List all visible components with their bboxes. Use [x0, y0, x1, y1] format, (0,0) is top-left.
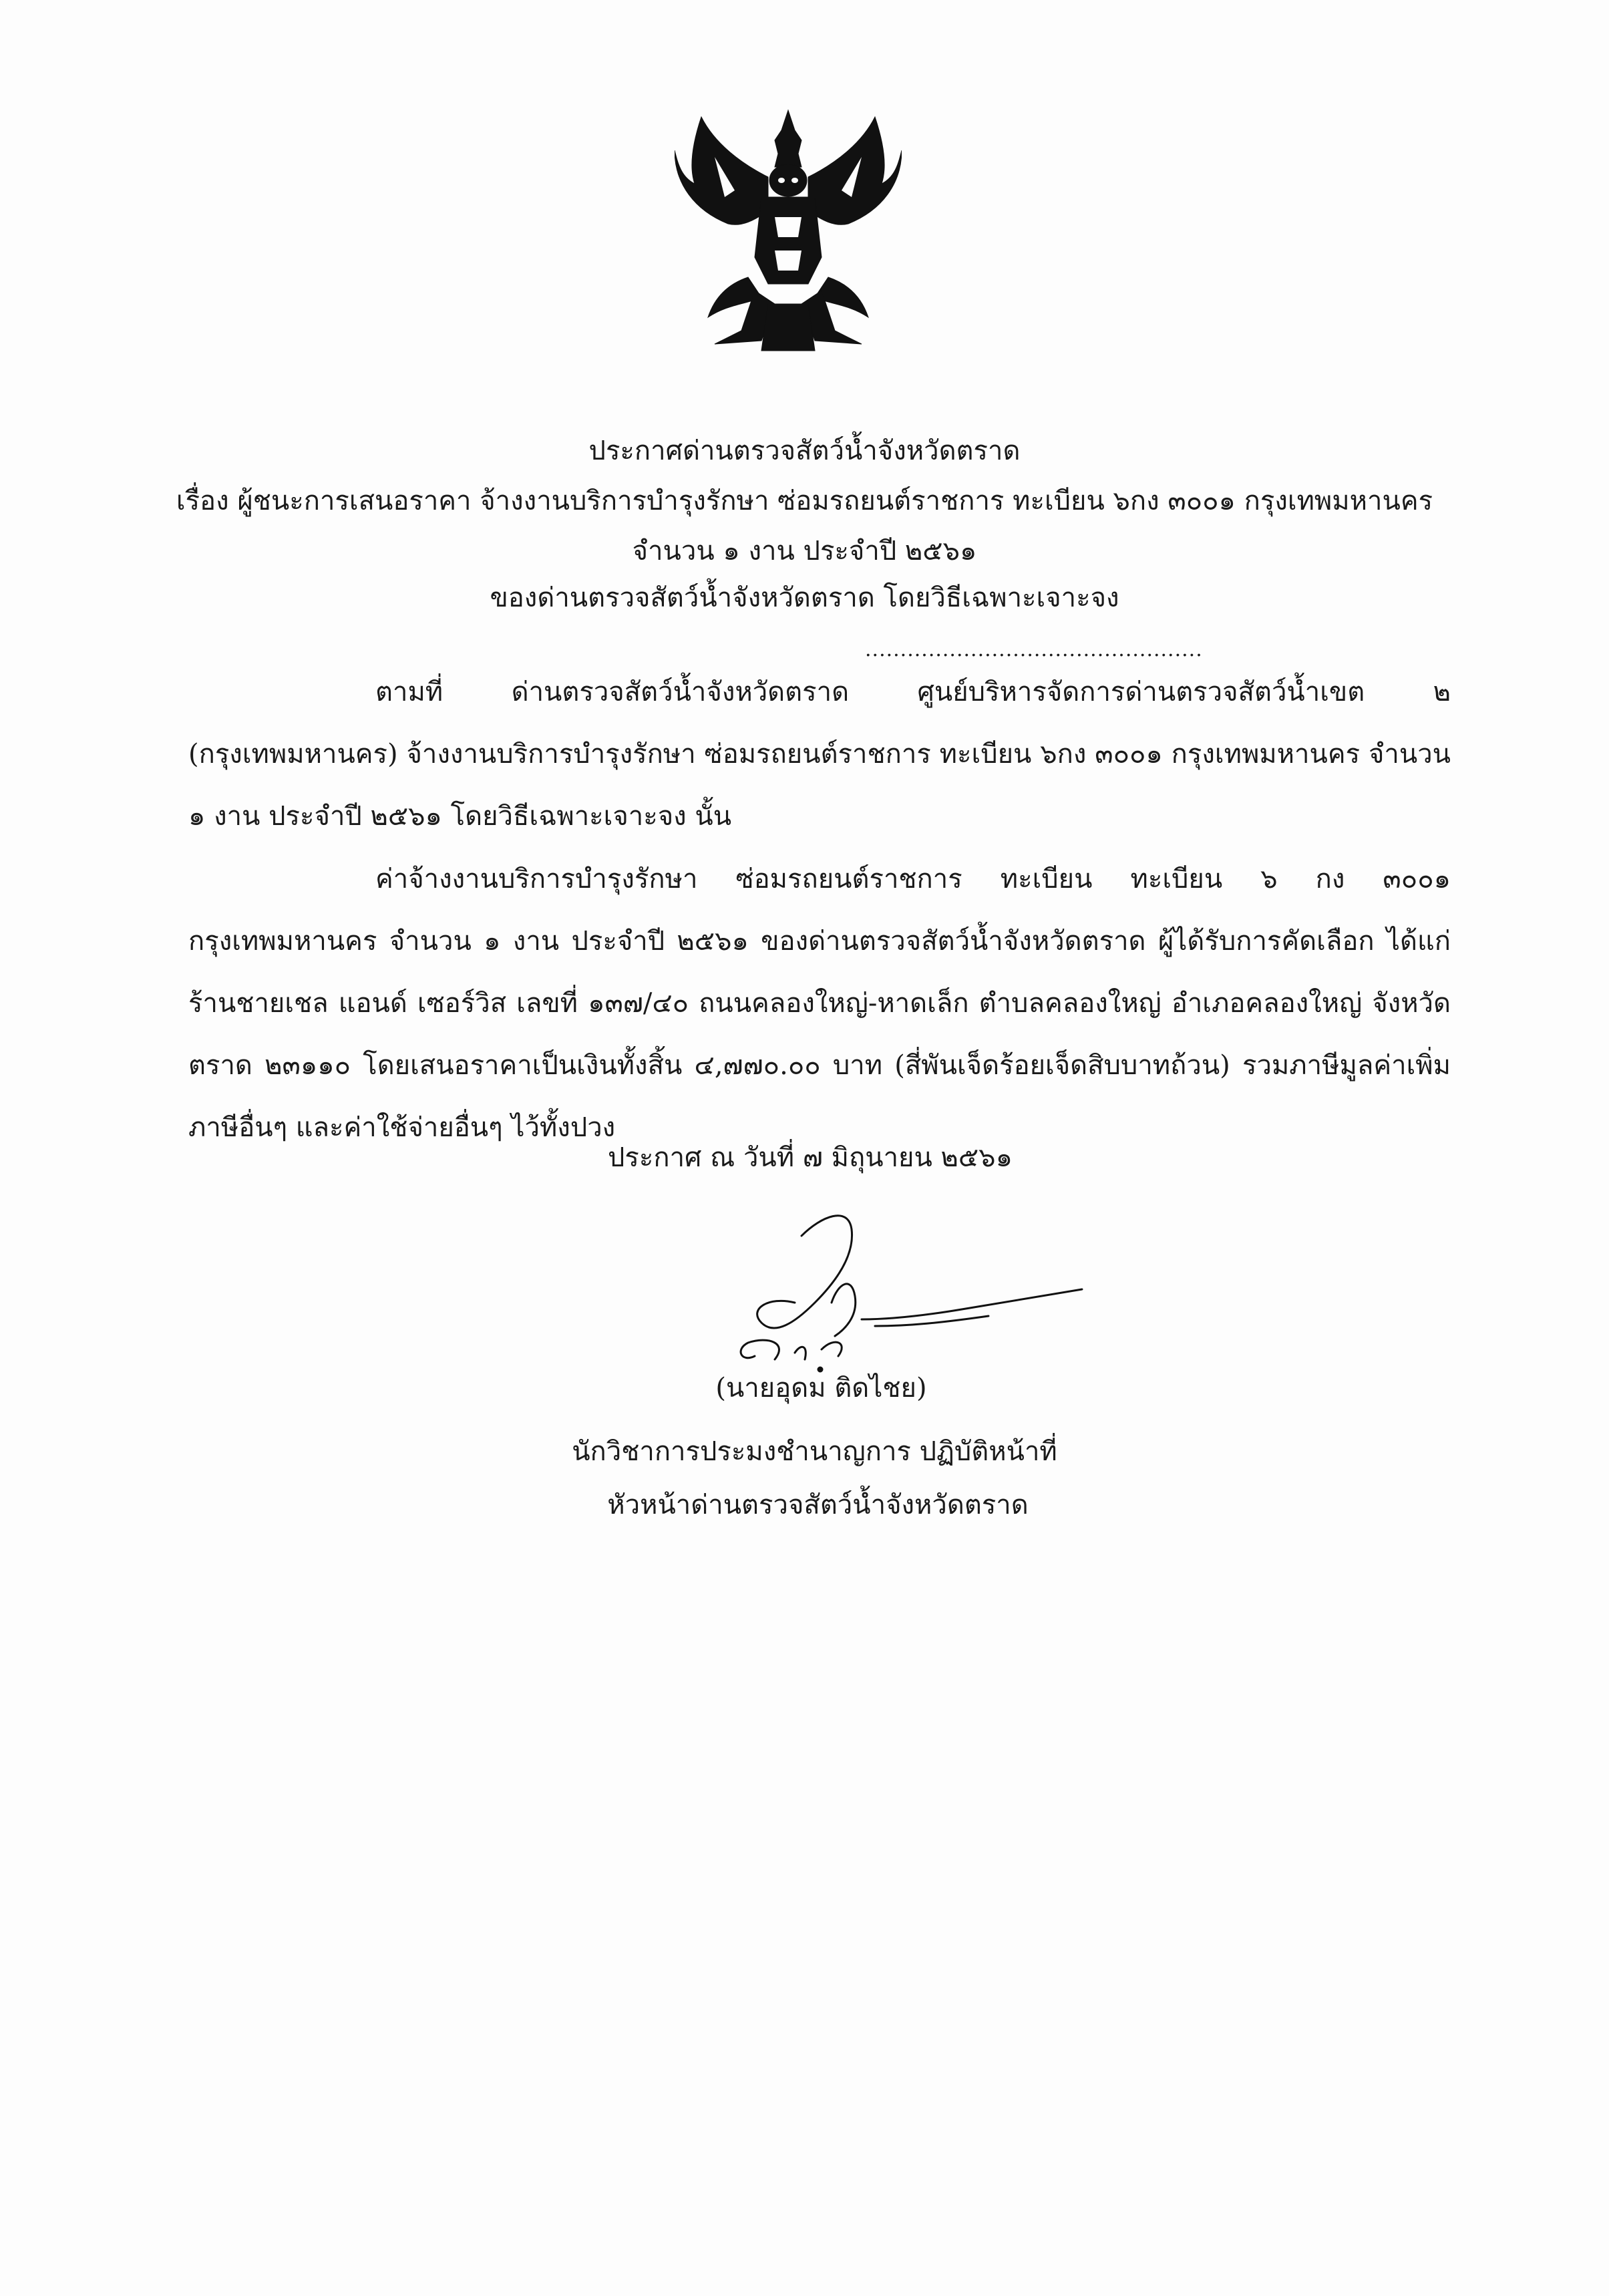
announcement-quantity: จำนวน ๑ งาน ประจำปี ๒๕๖๑	[632, 536, 977, 566]
signer-office: หัวหน้าด่านตรวจสัตว์น้ำจังหวัดตราด	[607, 1490, 1029, 1520]
announcement-method: ของด่านตรวจสัตว์น้ำจังหวัดตราด โดยวิธีเฉพาะเจาะจง	[490, 583, 1119, 613]
handwritten-signature	[721, 1202, 1095, 1376]
announcement-title: ประกาศด่านตรวจสัตว์น้ำจังหวัดตราด	[588, 436, 1021, 466]
signer-name: (นายอุดม ติดไชย)	[715, 1373, 927, 1404]
garuda-emblem-icon	[675, 104, 902, 357]
announcement-subject: เรื่อง ผู้ชนะการเสนอราคา จ้างงานบริการบำรุงรักษา ซ่อมรถยนต์ราชการ ทะเบียน ๖กง ๓๐๐๑ กรุงเทพมหานคร	[176, 486, 1433, 516]
proclamation-date: ประกาศ ณ วันที่ ๗ มิถุนายน ๒๕๖๑	[608, 1142, 1013, 1173]
signer-position: นักวิชาการประมงชำนาญการ ปฏิบัติหน้าที่	[572, 1436, 1057, 1467]
body-paragraph-1: ตามที่ ด่านตรวจสัตว์น้ำจังหวัดตราด ศูนย์บริหารจัดการด่านตรวจสัตว์น้ำเขต ๒ (กรุงเทพมหานคร) จ้างงานบริการบำรุงรักษา ซ่อมรถยนต์ราชการ ทะเบียน ๖กง ๓๐๐๑ กรุงเทพมหานคร จำนวน ๑ งาน ประจำปี ๒๕๖๑ โดยวิธีเฉพาะเจาะจง นั้น	[188, 677, 1451, 832]
header-separator: ................................................	[865, 638, 1203, 661]
body-paragraph-2: ค่าจ้างงานบริการบำรุงรักษา ซ่อมรถยนต์ราชการ ทะเบียน ทะเบียน ๖ กง ๓๐๐๑ กรุงเทพมหานคร จำนวน ๑ งาน ประจำปี ๒๕๖๑ ของด่านตรวจสัตว์น้ำจังหวัดตราด ผู้ได้รับการคัดเลือก ได้แก่ ร้านชายเชล แอนด์ เซอร์วิส เลขที่ ๑๓๗/๔๐ ถนนคลองใหญ่-หาดเล็ก ตำบลคลองใหญ่ อำเภอคลองใหญ่ จังหวัดตราด ๒๓๑๑๐ โดยเสนอราคาเป็นเงินทั้งสิ้น ๔,๗๗๐.๐๐ บาท (สี่พันเจ็ดร้อยเจ็ดสิบบาทถ้วน) รวมภาษีมูลค่าเพิ่ม ภาษีอื่นๆ และค่าใช้จ่ายอื่นๆ ไว้ทั้งปวง	[188, 864, 1451, 1143]
